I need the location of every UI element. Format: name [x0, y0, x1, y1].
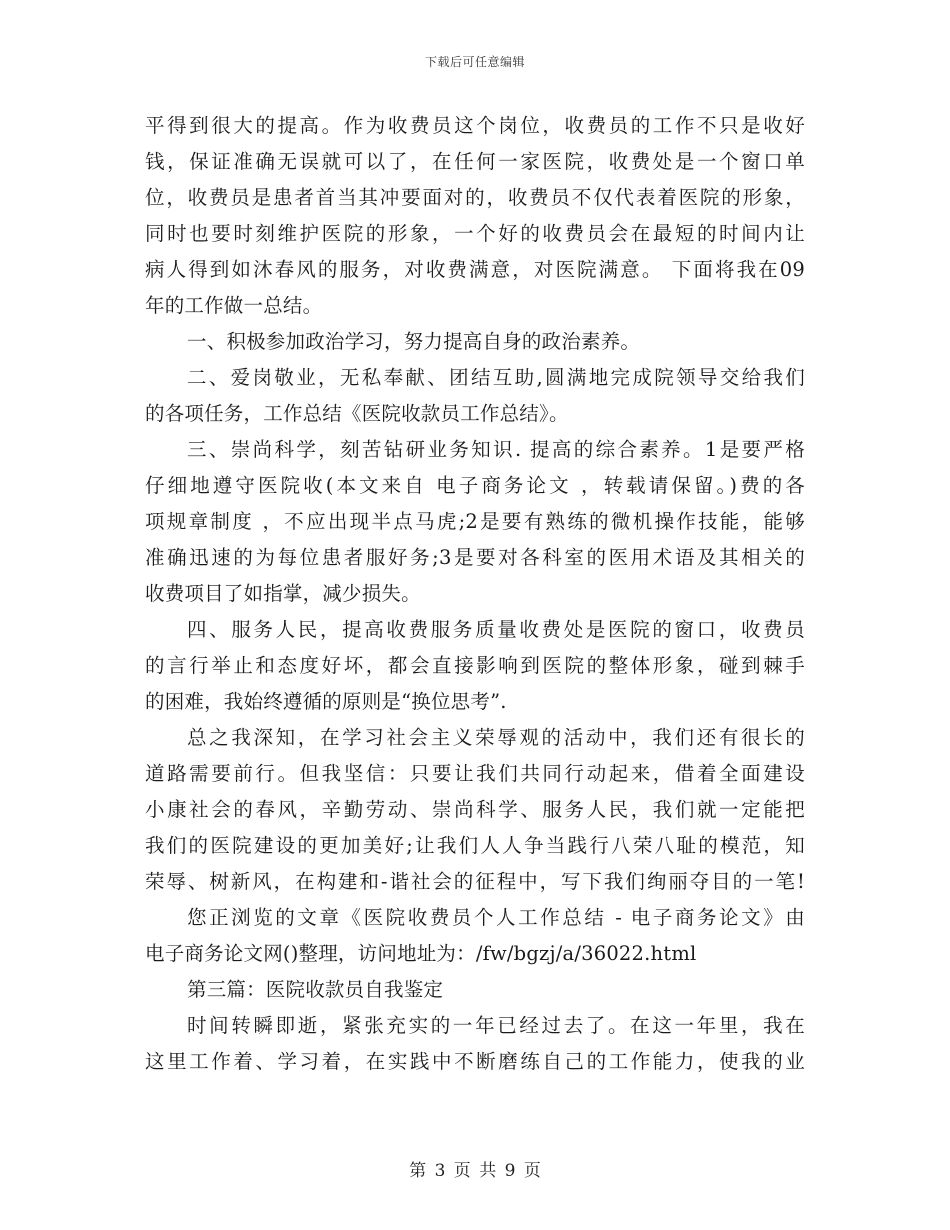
text-line: 同时也要时刻维护医院的形象，一个好的收费员会在最短的时间内让	[145, 222, 805, 245]
page-footer: 第 3 页 共 9 页	[409, 1161, 541, 1181]
text-line: 您正浏览的文章《医院收费员个人工作总结 - 电子商务论文》由	[187, 906, 805, 929]
text-line: 三、崇尚科学，刻苦钻研业务知识. 提高的综合素养。1是要严格	[187, 438, 805, 461]
page-header: 下载后可任意编辑	[424, 55, 525, 69]
text-line: 项规章制度 ，不应出现半点马虎;2是要有熟练的微机操作技能，能够	[145, 510, 805, 533]
text-line: 一、积极参加政治学习，努力提高自身的政治素养。	[187, 330, 641, 353]
text-line: 位，收费员是患者首当其冲要面对的，收费员不仅代表着医院的形象，	[145, 186, 805, 209]
text-line: 病人得到如沐春风的服务，对收费满意，对医院满意。 下面将我在09	[145, 258, 805, 281]
text-line: 收费项目了如指掌，减少损失。	[145, 582, 421, 605]
text-line: 年的工作做一总结。	[145, 294, 323, 317]
text-line: 二、爱岗敬业，无私奉献、团结互助,圆满地完成院领导交给我们	[187, 366, 805, 389]
text-line: 小康社会的春风，辛勤劳动、崇尚科学、服务人民，我们就一定能把	[145, 798, 805, 821]
text-line: 时间转瞬即逝，紧张充实的一年已经过去了。在这一年里，我在	[187, 1014, 805, 1037]
text-line: 我们的医院建设的更加美好;让我们人人争当践行八荣八耻的模范，知	[145, 834, 805, 857]
text-line: 准确迅速的为每位患者服好务;3是要对各科室的医用术语及其相关的	[145, 546, 805, 569]
text-line: 这里工作着、学习着，在实践中不断磨练自己的工作能力，使我的业	[145, 1050, 805, 1073]
text-line: 的困难，我始终遵循的原则是“换位思考”.	[145, 690, 507, 713]
text-line: 第三篇：医院收款员自我鉴定	[187, 978, 444, 1001]
text-line: 平得到很大的提高。作为收费员这个岗位，收费员的工作不只是收好	[145, 114, 805, 137]
text-line: 电子商务论文网()整理，访问地址为：/fw/bgzj/a/36022.html	[145, 942, 697, 965]
document-body	[145, 108, 805, 1080]
text-line: 总之我深知，在学习社会主义荣辱观的活动中，我们还有很长的	[187, 726, 805, 749]
text-line: 道路需要前行。但我坚信：只要让我们共同行动起来，借着全面建设	[145, 762, 805, 785]
text-line: 荣辱、树新风，在构建和-谐社会的征程中，写下我们绚丽夺目的一笔!	[145, 870, 805, 893]
text-line: 的各项任务，工作总结《医院收款员工作总结》。	[145, 402, 569, 425]
text-line: 的言行举止和态度好坏，都会直接影响到医院的整体形象，碰到棘手	[145, 654, 805, 677]
text-line: 四、服务人民，提高收费服务质量收费处是医院的窗口，收费员	[187, 618, 805, 641]
text-line: 仔细地遵守医院收(本文来自 电子商务论文 ，转载请保留。)费的各	[145, 474, 805, 497]
text-line: 钱，保证准确无误就可以了，在任何一家医院，收费处是一个窗口单	[145, 150, 805, 173]
